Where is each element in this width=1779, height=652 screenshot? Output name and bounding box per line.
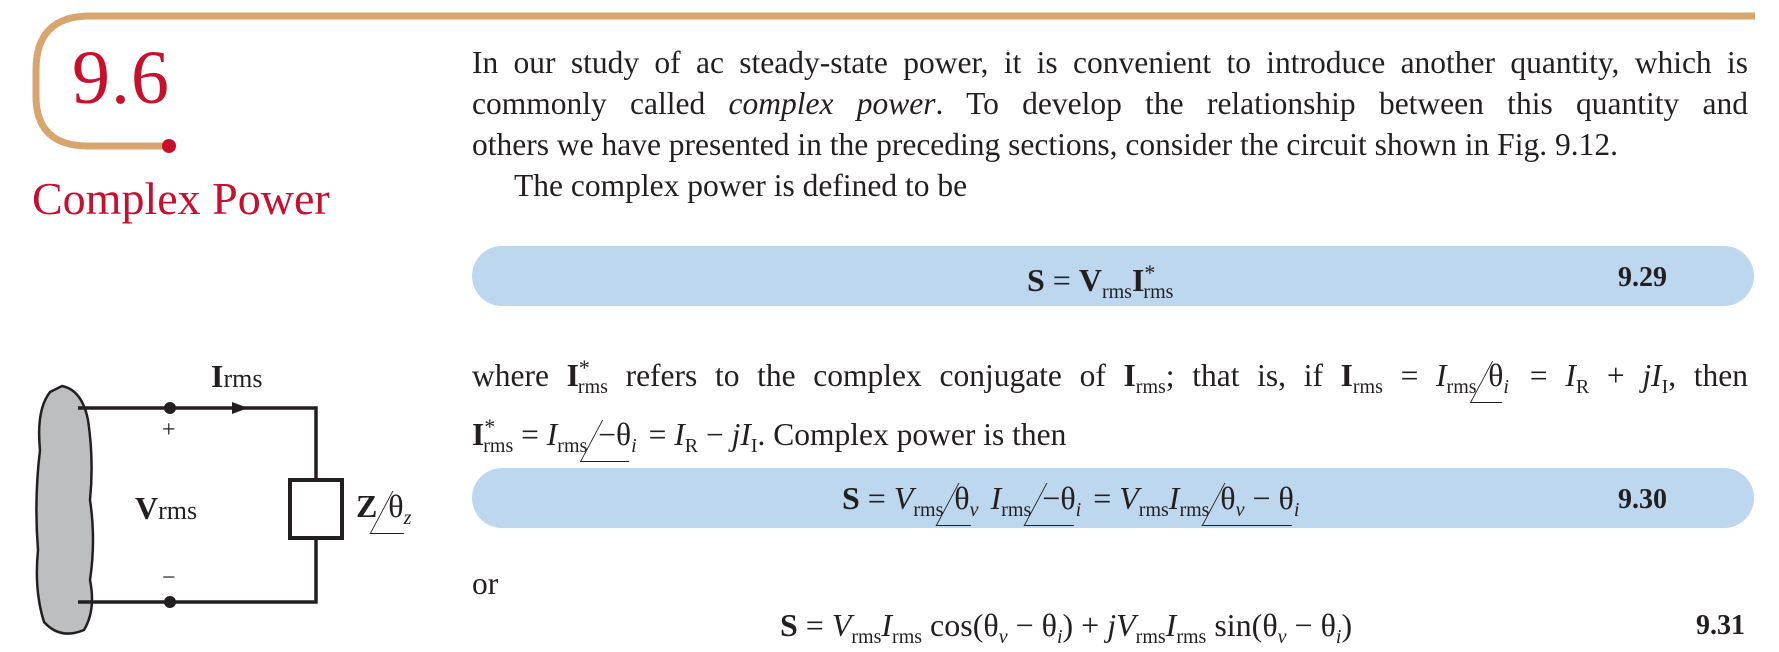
intro-line-1: In our study of ac steady-state power, it is convenient to introduce another quantity, which is	[472, 45, 1748, 80]
equation-number-9-29: 9.29	[1618, 262, 1667, 293]
conj-where: where	[472, 358, 567, 393]
equation-number-9-31: 9.31	[1696, 610, 1745, 641]
equation-9-30: $S = V_{rms}$ $\theta_v$ $I_{rms} -\theta_i = V_{rms}I_{rms}$ $\theta_v - \theta_i$	[842, 482, 1304, 526]
frame-dot	[162, 139, 176, 153]
impedance-box	[290, 480, 342, 538]
node-bottom	[164, 596, 176, 608]
section-number: 9.6	[72, 36, 170, 120]
conj-complex-then: . Complex power is then	[757, 417, 1067, 452]
label-minus: −	[162, 565, 176, 591]
conj-then: , then	[1668, 358, 1749, 393]
label-impedance: Z $\theta_z$	[356, 490, 415, 534]
current-arrow	[232, 402, 248, 414]
equation-number-9-30: 9.30	[1618, 484, 1667, 515]
section-title: Complex Power	[32, 173, 330, 224]
label-plus: +	[162, 417, 176, 443]
intro-line-4: The complex power is defined to be	[514, 168, 968, 203]
conjugate-line-2: $I^*_{rms} = I_{rms} -\theta_i = I_R - jI_I$. Complex power is then	[472, 407, 1748, 466]
intro-line-2	[472, 83, 1748, 124]
term-complex-power: complex power	[728, 86, 936, 121]
intro-line-2a: commonly called	[472, 86, 729, 121]
intro-line-2b: . To develop the relationship between this quantity and	[935, 86, 1748, 121]
intro-paragraph	[472, 42, 1748, 206]
conj-refers: refers to the complex conjugate of	[607, 358, 1124, 393]
label-vrms: Vrms	[135, 490, 198, 526]
conj-thatis: ; that is, if	[1165, 358, 1341, 393]
node-top	[164, 402, 176, 414]
conjugate-paragraph	[472, 348, 1748, 466]
label-irms: Irms	[211, 358, 263, 394]
equation-9-31: $S = V_{rms}I_{rms}$ $\cos(\theta_v - \theta_i) + jV_{rms}I_{rms}$ $\sin(\theta_v - \theta_i)$	[780, 607, 1353, 648]
source-network	[36, 386, 93, 634]
equation-9-29: $S = V_{rms}I^*_{rms}$	[1027, 260, 1174, 303]
word-or: or	[472, 566, 499, 601]
intro-line-3: others we have presented in the preceding sections, consider the circuit shown in Fig. 9.12.	[472, 127, 1618, 162]
conjugate-line-1: where $I^*_{rms}$ refers to the complex conjugate of $I_{rms}$; that is, if $I_{rms} = I_{rms}$ $\theta_i = I_R + jI_I$, then	[472, 348, 1748, 407]
